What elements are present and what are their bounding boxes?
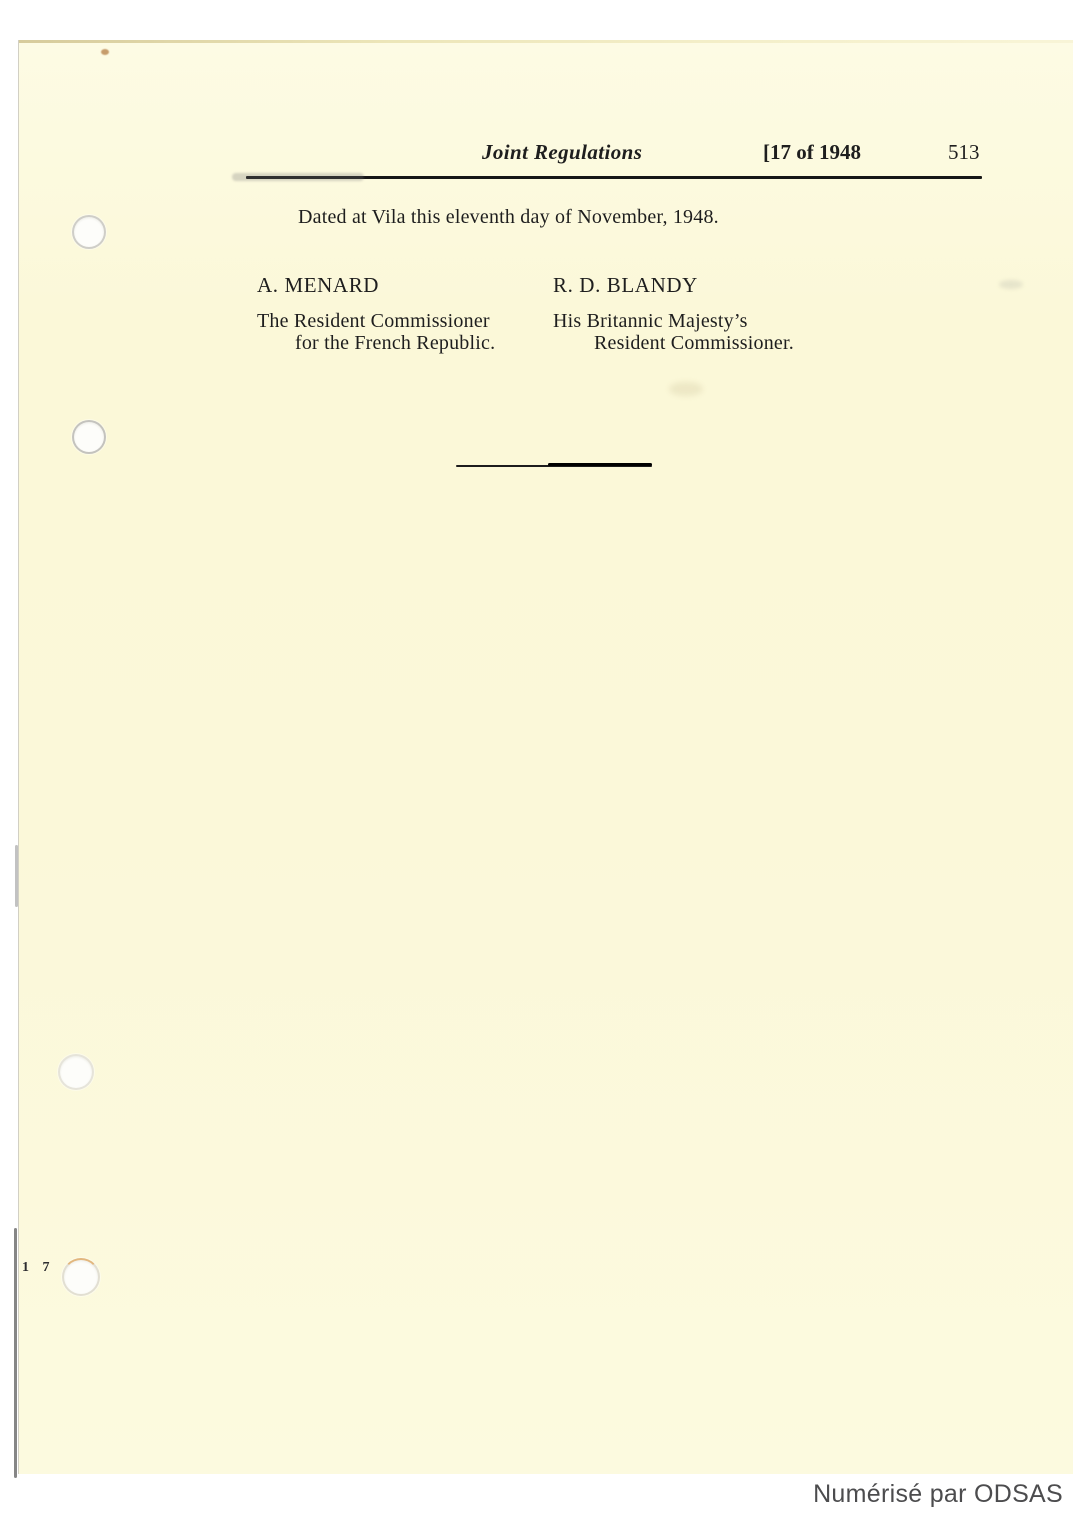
- punch-hole: [72, 215, 106, 249]
- punch-hole: [62, 1258, 100, 1296]
- page-number: 513: [948, 140, 980, 164]
- header-rule: [246, 176, 982, 179]
- page-edge-shadow: [14, 1228, 17, 1478]
- paper-sheet: [18, 40, 1073, 1474]
- signatory-title-line1: The Resident Commissioner: [257, 310, 490, 332]
- odsas-watermark: Numérisé par ODSAS: [813, 1480, 1063, 1508]
- running-title: Joint Regulations: [482, 140, 643, 164]
- signature-block-french: [257, 274, 495, 354]
- folio-mark: 1 7: [22, 1260, 55, 1275]
- signatory-title-line2: for the French Republic.: [295, 332, 496, 354]
- signatory-name: A. MENARD: [257, 273, 380, 297]
- dateline: Dated at Vila this eleventh day of November, 1948.: [298, 206, 719, 228]
- section-divider-rule: [456, 465, 652, 467]
- signatory-title-line1: His Britannic Majesty’s: [553, 310, 748, 332]
- paper-stain: [669, 382, 703, 396]
- regulation-reference: [17 of 1948: [763, 140, 861, 164]
- paper-speck: [101, 49, 109, 55]
- signature-block-british: [553, 274, 794, 354]
- signatory-name: R. D. BLANDY: [553, 273, 698, 297]
- signatory-title-line2: Resident Commissioner.: [594, 332, 794, 354]
- punch-hole: [58, 1054, 94, 1090]
- punch-hole: [72, 420, 106, 454]
- paper-top-edge: [19, 40, 1073, 43]
- paper-stain: [999, 280, 1023, 289]
- page-edge-shadow: [15, 845, 18, 907]
